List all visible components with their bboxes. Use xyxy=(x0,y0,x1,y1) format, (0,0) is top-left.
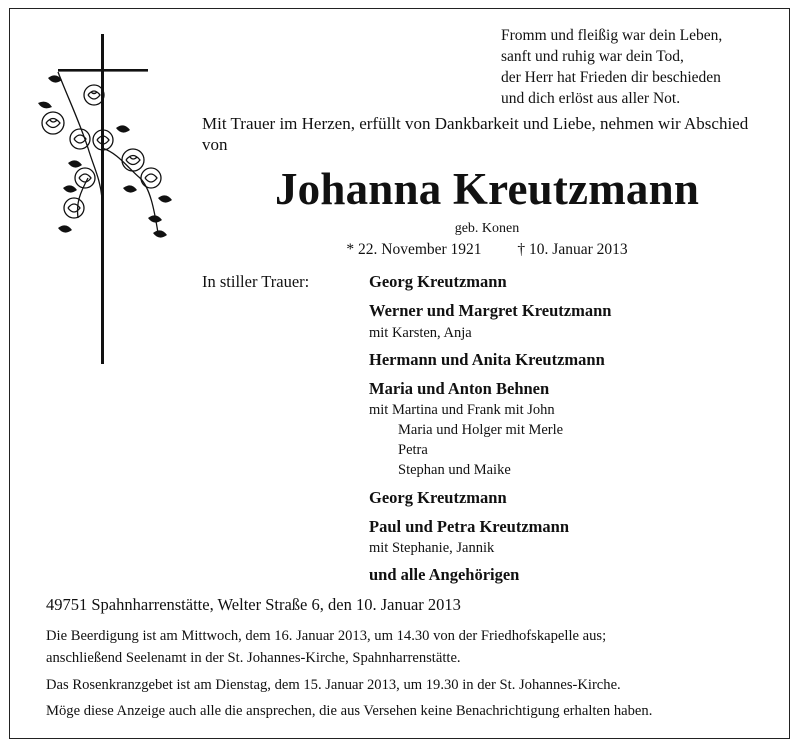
mourner: Werner und Margret Kreutzmann xyxy=(369,301,612,320)
death-date: † 10. Januar 2013 xyxy=(517,241,628,258)
poem xyxy=(501,25,722,109)
mourner: Paul und Petra Kreutzmann xyxy=(369,517,569,536)
poem-line: sanft und ruhig war dein Tod, xyxy=(501,48,684,65)
mourner: und alle Angehörigen xyxy=(369,565,520,584)
funeral-notice-line: Die Beerdigung ist am Mittwoch, dem 16. Januar 2013, um 14.30 von der Friedhofskapelle aus; xyxy=(46,628,607,644)
closing-notice: Möge diese Anzeige auch alle die ansprechen, die aus Versehen keine Benachrichtigung erhalten haben. xyxy=(46,703,653,719)
cross-with-roses-icon xyxy=(28,28,178,373)
maiden-name: geb. Konen xyxy=(454,221,520,236)
mourner: Maria und Anton Behnen xyxy=(369,379,550,398)
mourner-detail: Maria und Holger mit Merle xyxy=(398,422,564,438)
poem-line: der Herr hat Frieden dir beschieden xyxy=(501,69,721,86)
poem-line: Fromm und fleißig war dein Leben, xyxy=(501,27,723,44)
mourner-detail: mit Martina und Frank mit John xyxy=(369,402,555,418)
mourners-label: In stiller Trauer: xyxy=(202,272,310,291)
intro-text: Mit Trauer im Herzen, erfüllt von Dankbarkeit und Liebe, nehmen wir Abschied von xyxy=(202,114,749,154)
rosary-notice: Das Rosenkranzgebet ist am Dienstag, dem 15. Januar 2013, um 19.30 in der St. Johannes-Kirche. xyxy=(46,677,621,693)
mourner: Hermann und Anita Kreutzmann xyxy=(369,350,605,369)
mourner-detail: mit Stephanie, Jannik xyxy=(369,540,495,556)
address-line: 49751 Spahnharrenstätte, Welter Straße 6, den 10. Januar 2013 xyxy=(46,595,461,614)
poem-line: und dich erlöst aus aller Not. xyxy=(501,90,681,107)
life-dates xyxy=(202,241,772,259)
mourner-detail: Stephan und Maike xyxy=(398,462,511,478)
mourner-detail: Petra xyxy=(398,442,428,458)
deceased-name: Johanna Kreutzmann xyxy=(274,164,700,214)
funeral-notice-line: anschließend Seelenamt in der St. Johannes-Kirche, Spahnharrenstätte. xyxy=(46,650,461,666)
mourner: Georg Kreutzmann xyxy=(369,272,507,291)
birth-date: * 22. November 1921 xyxy=(346,241,482,258)
mourner: Georg Kreutzmann xyxy=(369,488,507,507)
mourner-detail: mit Karsten, Anja xyxy=(369,325,472,341)
